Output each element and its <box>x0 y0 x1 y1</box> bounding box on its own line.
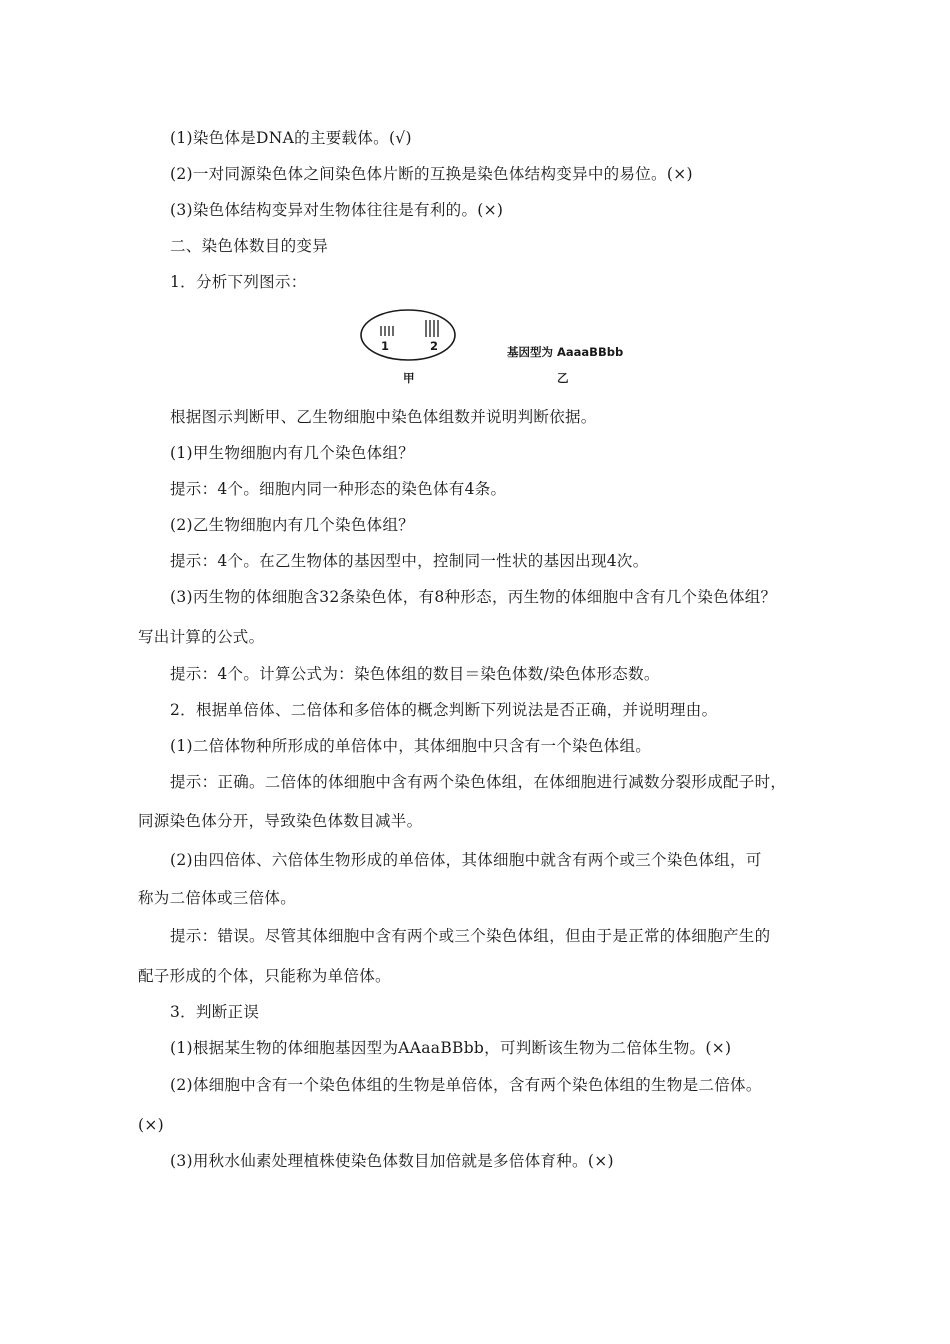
text-line: (3)染色体结构变异对生物体往往是有利的。(×) <box>170 201 504 219</box>
text-line: (2)乙生物细胞内有几个染色体组？ <box>170 516 415 534</box>
text-line: (3)丙生物的体细胞含32条染色体，有8种形态，丙生物的体细胞中含有几个染色体组？ <box>170 588 777 606</box>
figure-caption-yi: 乙 <box>557 371 569 385</box>
text-line: 同源染色体分开，导致染色体数目减半。 <box>138 812 423 830</box>
text-line: (1)二倍体物种所形成的单倍体中，其体细胞中只含有一个染色体组。 <box>170 737 652 755</box>
text-line: 提示：4个。在乙生物体的基因型中，控制同一性状的基因出现4次。 <box>170 552 649 570</box>
genotype-label: 基因型为 AaaaBBbb <box>507 345 624 359</box>
text-line: 提示：错误。尽管其体细胞中含有两个或三个染色体组，但由于是正常的体细胞产生的 <box>170 927 771 945</box>
figure-label-1: 1 <box>381 339 390 353</box>
chromosome-group-1 <box>381 326 393 336</box>
chromosome-group-2 <box>426 320 438 337</box>
text-line: 提示：4个。计算公式为：染色体组的数目＝染色体数/染色体形态数。 <box>170 665 660 683</box>
text-line: (1)染色体是DNA的主要载体。(√) <box>170 129 412 147</box>
text-line: (1)根据某生物的体细胞基因型为AAaaBBbb，可判断该生物为二倍体生物。(×) <box>170 1039 732 1057</box>
text-line: (3)用秋水仙素处理植株使染色体数目加倍就是多倍体育种。(×) <box>170 1152 614 1170</box>
text-line: (2)一对同源染色体之间染色体片断的互换是染色体结构变异中的易位。(×) <box>170 165 693 183</box>
text-line: 称为二倍体或三倍体。 <box>138 889 297 907</box>
text-line: 提示：4个。细胞内同一种形态的染色体有4条。 <box>170 480 507 498</box>
chromosome-figure <box>355 308 635 388</box>
text-line: 提示：正确。二倍体的体细胞中含有两个染色体组，在体细胞进行减数分裂形成配子时， <box>170 773 787 791</box>
text-line: 根据图示判断甲、乙生物细胞中染色体组数并说明判断依据。 <box>170 408 597 426</box>
text-line: (1)甲生物细胞内有几个染色体组？ <box>170 444 415 462</box>
figure-label-2: 2 <box>430 339 439 353</box>
text-line: 配子形成的个体，只能称为单倍体。 <box>138 967 391 985</box>
text-line: 2．根据单倍体、二倍体和多倍体的概念判断下列说法是否正确，并说明理由。 <box>170 701 718 719</box>
text-line: (2)体细胞中含有一个染色体组的生物是单倍体，含有两个染色体组的生物是二倍体。 <box>170 1076 762 1094</box>
figure-caption-jia: 甲 <box>403 371 415 385</box>
cell-outline <box>361 310 455 360</box>
text-line: 写出计算的公式。 <box>138 628 265 646</box>
text-line: 1．分析下列图示： <box>170 273 307 291</box>
text-line: (2)由四倍体、六倍体生物形成的单倍体，其体细胞中就含有两个或三个染色体组，可 <box>170 851 762 869</box>
text-line: (×) <box>138 1116 164 1134</box>
section-heading: 二、染色体数目的变异 <box>170 237 329 255</box>
section-heading: 3．判断正误 <box>170 1003 260 1021</box>
